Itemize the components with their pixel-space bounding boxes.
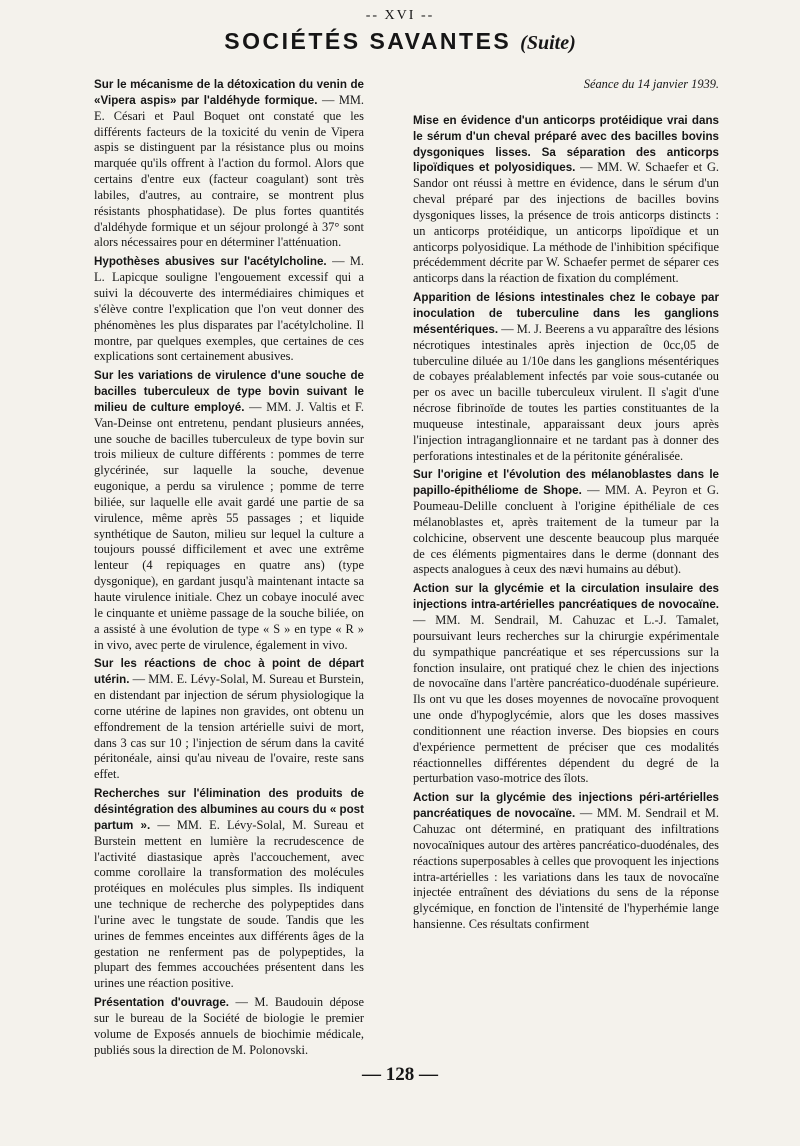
article-title: Apparition de lésions intestinales chez le cobaye par inoculation de tuberculine dans les ganglions mésentériques. — [413, 291, 719, 336]
article-body: — MM. W. Schaefer et G. Sandor ont réussi à mettre en évidence, dans le sérum d'un cheval préparé par des injections de bacilles bovins dysgoniques lisses, la présence de trois anticorps distincts : un anticorps protéidique, un anticorps lipoïdique et un anticorps polyosidique. La méthode de l'inhibition spécifique précédemment décrite par W. Schaefer permet de séparer ces anticorps dans la réaction de fixation du complément. — [413, 160, 720, 286]
article-title: Action sur la glycémie des injections péri-artérielles pancréatiques de novocaïne. — [413, 791, 719, 821]
article-body: — M. J. Beerens a vu apparaître des lésions nécrotiques intestinales après injection de 0cc,05 de tuberculine diluée au 1/10e dans les ganglions mésentériques de cobayes préalablement infectés par voie sous-cutanée ou per os avec un bacille tuberculeux virulent. Il s'agit d'une nécrose fibrinoïde de toutes les parties constituantes de la muqueuse intestinale, apparaissant deux jours après l'injection intraganglionnaire et ne tardant pas à donner des perforations intestinales et de la péritonite généralisée. — [413, 321, 719, 463]
page-heading — [0, 28, 800, 55]
article-acetylcholine — [94, 254, 364, 365]
article-body: — MM. A. Peyron et G. Poumeau-Delille concluent à l'origine épithéliale de ces mélanoblastes et, après traitement de la tumeur par la colchicine, observent une descente beaucoup plus marquée de ces éléments pigmentaires dans le derme (donnant des aspects analogues à ceux des nævi humains au début). — [413, 483, 720, 577]
left-column — [94, 77, 364, 1061]
heading-suite: (Suite) — [520, 32, 576, 54]
article-anticorps — [413, 113, 719, 287]
article-body: — MM. J. Valtis et F. Van-Deinse ont entretenu, pendant plusieurs années, une souche de bacilles tuberculeux de type bovin sur trois milieux de culture différents : pommes de terre glycérinée, sur laquelle la souche, devenue eugonique, a perdu sa virulence ; pomme de terre biliée, sur laquelle elle avait gardé une partie de sa virulence, même après 55 passages ; et liquide synthétique de Sauton, milieu sur lequel la culture a toujours poussé difficilement et avec une extrême lenteur (4 repiquages en quatre ans) (type dysgonique), en gardant jusqu'à maintenant intacte sa haute virulence initiale. Chez un cobaye inoculé avec le cinquante et unième passage de la souche biliée, on a assisté à une évolution de type « S » en type « R » in vivo, avec perte de virulence, également in vivo. — [94, 399, 365, 652]
article-title: Sur les variations de virulence d'une souche de bacilles tuberculeux de type bovin suivant le milieu de culture employé. — [94, 369, 364, 414]
article-title: Action sur la glycémie et la circulation insulaire des injections intra-artérielles pancréatiques de novocaïne. — [413, 582, 719, 612]
article-body: — MM. E. Lévy-Solal, M. Sureau et Burstein mettent en lumière la recrudescence de l'activité diastasique après l'accouchement, avec comme corollaire la transformation des molécules protéiques en molécules plus simples. Ils indiquent une technique de recherche des polypeptides dans l'urine avec le tungstate de soude. Tandis que les urines de femmes enceintes aux différents âges de la gestation ne renferment pas de polypeptides, la plupart des femmes accouchées présentent dans les urines une réaction positive. — [94, 817, 364, 991]
article-glycemie-peri — [413, 790, 719, 933]
page-number: — 128 — — [362, 1064, 438, 1085]
article-body: — M. L. Lapicque souligne l'engouement excessif qui a suivi la découverte des intermédiaires chimiques et s'élève contre l'explication que l'on veut donner des phénomènes les plus disparates par l'acétylcholine. Il montre, par quelques exemples, que certaines de ces explications sont certainement abusives. — [94, 254, 364, 364]
article-lesions — [413, 290, 719, 464]
article-title: Hypothèses abusives sur l'acétylcholine. — [94, 255, 327, 269]
article-title: Mise en évidence d'un anticorps protéidique vrai dans le sérum d'un cheval préparé avec des bacilles bovins dysgoniques lisses. Sa séparation des anticorps lipoïdiques et polyosidiques. — [413, 113, 719, 175]
article-virulence — [94, 368, 364, 653]
article-title: Recherches sur l'élimination des produits de désintégration des albumines au cours du « post partum ». — [94, 787, 364, 832]
article-presentation — [94, 995, 364, 1058]
article-title: Sur les réactions de choc à point de départ utérin. — [94, 657, 364, 687]
article-body: — MM. E. Césari et Paul Boquet ont constaté que les différents facteurs de la toxicité du venin de Vipera aspis se distinguent par la résistance plus ou moins marquée qu'ils offrent à l'action du formol. Alors que certains d'entre eux (facteur coagulant) sont très labiles, d'autres, au contraire, se montrent plus résistants phosphatidase). De plus fortes quantités d'aldéhyde formique et un séjour prolongé à 37° sont alors nécessaires pour en déterminer l'atténuation. — [94, 92, 364, 250]
article-post-partum — [94, 786, 364, 992]
article-title: Sur l'origine et l'évolution des mélanoblastes dans le papillo-épithéliome de Shope. — [413, 468, 719, 498]
heading-title: SOCIÉTÉS SAVANTES — [224, 28, 512, 54]
article-title: Présentation d'ouvrage. — [94, 996, 229, 1010]
seance-date: Séance du 14 janvier 1939. — [583, 77, 719, 91]
article-body: — M. Baudouin dépose sur le bureau de la Société de biologie le premier volume de Exposés annuels de biochimie médicale, publiés sous la direction de M. Polonovski. — [94, 995, 364, 1057]
page-roman-numeral: -- XVI -- — [365, 8, 435, 23]
article-choc-uterin — [94, 656, 364, 783]
article-detoxication — [94, 77, 364, 251]
article-glycemie-intra — [413, 581, 719, 787]
right-column — [413, 77, 719, 936]
article-title: Sur le mécanisme de la détoxication du venin de «Vipera aspis» par l'aldéhyde formique. — [94, 78, 364, 107]
article-body: — MM. M. Sendrail, M. Cahuzac et L.-J. Tamalet, poursuivant leurs recherches sur la chirurgie expérimentale du sympathique pancréatique et ses répercussions sur la fonction insulaire, ont pratiqué chez le chien des injections de novocaïne dans l'artère pancréatico-duodénale supérieure. Ils ont vu que les doses moyennes de novocaïne provoquent une onde d'hypoglycémie, alors que les doses massives conditionnent une réaction inverse. Des biopsies en cours d'expérience permettent de préciser que ces modalités réactionnelles différentes dépendent du degré de la perturbation vaso-motrice des îlots. — [413, 613, 719, 786]
article-body: — MM. M. Sendrail et M. Cahuzac ont déterminé, en pratiquant des infiltrations novocaïniques autour des artères pancréatico-duodénales, des réactions superposables à celles que provoquent les injections intra-artérielles : les variations dans les taux de novocaïne injectée entraînent des déviations du sens de la réponse glycémique, en fonction de l'intensité de l'hyperhémie lange hansienne. Ces résultats confirment — [413, 806, 719, 932]
article-melanoblastes — [413, 467, 719, 578]
article-body: — MM. E. Lévy-Solal, M. Sureau et Burstein, en distendant par injection de sérum physiologique la corne utérine de lapines non gravides, ont obtenu un effondrement de la tension artérielle suivi de mort, dans 3 cas sur 10 ; l'injection de sérum dans la cavité péritonéale, ainsi qu'au niveau de l'ovaire, reste sans effet. — [94, 672, 364, 782]
